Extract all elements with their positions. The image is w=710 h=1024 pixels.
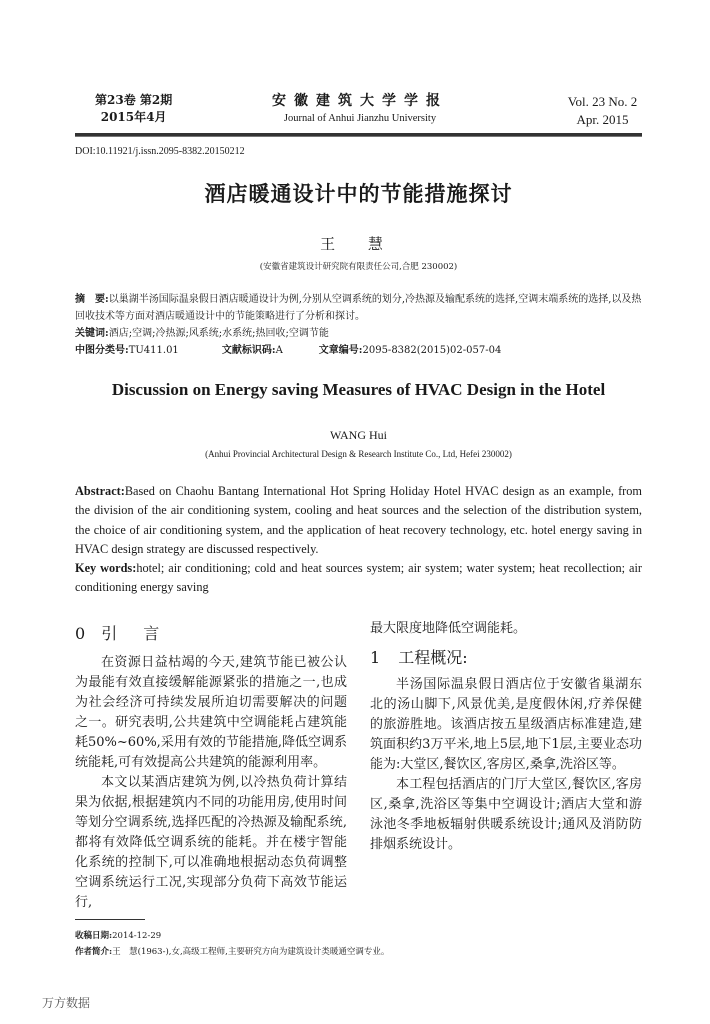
paper-title-zh: 酒店暖通设计中的节能措施探讨: [204, 181, 513, 206]
keywords-label: 关键词:: [75, 328, 109, 339]
issue-info-zh: [95, 92, 172, 126]
header-rule: [75, 133, 642, 137]
section-1-heading: [370, 647, 642, 669]
article-no: 2095-8382(2015)02-057-04: [362, 345, 502, 356]
received-date: 2014-12-29: [112, 931, 162, 941]
article-no-label: 文章编号:: [318, 345, 363, 356]
issue-info-en: [560, 93, 645, 129]
paragraph: 本工程包括酒店的门厅大堂区,餐饮区,客房区,桑拿,洗浴区等集中空调设计;酒店大堂和游泳池冬季地板辐射供暖系统设计;通风及消防防排烟系统设计。: [370, 777, 642, 852]
abstract-en-text: Based on Chaohu Bantang International Hot Spring Holiday Hotel HVAC design as an example, from the division of the air conditioning system, cooling and heat sources and the selection of the distribution system, the choice of air conditioning system, and the application of heat recovery technology, etc. hotel energy saving in HVAC design strategy are discussed respectively.: [75, 484, 642, 556]
keywords: 酒店;空调;冷热源;风系统;水系统;热回收;空调节能: [108, 328, 329, 339]
abstract-zh: [75, 291, 642, 359]
received-label: 收稿日期:: [75, 931, 113, 941]
author-zh: 王 慧: [320, 235, 397, 253]
abstract-text: 以巢湖半汤国际温泉假日酒店暖通设计为例,分别从空调系统的划分,冷热源及输配系统的选择,空调末端系统的选择,以及热回收技术等方面对酒店暖通设计中的节能策略进行了分析和探讨。: [75, 294, 642, 322]
clc-label: 中图分类号:: [75, 345, 129, 356]
author-en: WANG Hui: [330, 428, 387, 442]
author-bio: 王 慧(1963-),女,高级工程师,主要研究方向为建筑设计类暖通空调专业。: [112, 947, 390, 957]
keywords-en: hotel; air conditioning; cold and heat sources system; air system; water system; heat recollection; air conditioning energy saving: [75, 561, 642, 595]
paragraph-continued: 最大限度地降低空调能耗。: [370, 621, 527, 636]
journal-name: [230, 90, 490, 124]
issue-number-zh: 第23卷 第2期: [95, 93, 173, 107]
keywords-en-label: Key words:: [75, 561, 137, 576]
clc: TU411.01: [128, 345, 179, 356]
left-column: [75, 619, 347, 913]
bio-label: 作者简介:: [75, 947, 113, 957]
volume-en: Vol. 23 No. 2: [567, 94, 638, 109]
abstract-en: [75, 482, 642, 598]
section-number: 1: [370, 648, 381, 667]
section-number: 0: [75, 624, 88, 643]
paper-title-en: Discussion on Energy saving Measures of HVAC Design in the Hotel: [111, 380, 606, 399]
doi: DOI:10.11921/j.issn.2095-8382.20150212: [75, 146, 245, 157]
journal-name-zh: 安徽建筑大学学报: [272, 93, 448, 109]
footnotes: [75, 928, 642, 960]
doc-code: A: [275, 345, 283, 356]
issue-date-zh: 2015年4月: [100, 110, 167, 124]
affiliation-zh: (安徽省建筑设计研究院有限责任公司,合肥 230002): [259, 262, 458, 272]
watermark: 万方数据: [42, 996, 91, 1010]
body: [75, 619, 642, 960]
affiliation-en: (Anhui Provincial Architectural Design & Research Institute Co., Ltd, Hefei 230002): [205, 449, 512, 459]
right-column: [370, 619, 642, 855]
date-en: Apr. 2015: [576, 112, 629, 127]
section-title: 引言: [101, 624, 186, 643]
section-title: 工程概况:: [398, 648, 468, 667]
abstract-label: 摘 要:: [75, 294, 109, 305]
section-0-heading: [75, 623, 347, 645]
footnote-rule: [75, 919, 145, 920]
two-columns: [75, 619, 642, 913]
doc-code-label: 文献标识码:: [221, 345, 276, 356]
paragraph: 本文以某酒店建筑为例,以冷热负荷计算结果为依据,根据建筑内不同的功能用房,使用时间等划分空调系统,选择匹配的冷热源及输配系统,都将有效降低空调系统的能耗。并在楼宇智能化系统的控制下,可以准确地根据动态负荷调整空调系统运行工况,实现部分负荷下高效节能运行,: [75, 775, 347, 910]
paragraph: 半汤国际温泉假日酒店位于安徽省巢湖东北的汤山脚下,风景优美,是度假休闲,疗养保健的旅游胜地。该酒店按五星级酒店标准建造,建筑面积约3万平米,地上5层,地下1层,主要业态功能为:大堂区,餐饮区,客房区,桑拿,洗浴区等。: [370, 677, 642, 772]
paragraph: 在资源日益枯竭的今天,建筑节能已被公认为最能有效直接缓解能源紧张的措施之一,也成为社会经济可持续发展所迫切需要解决的问题之一。研究表明,公共建筑中空调能耗占建筑能耗50%~60%,采用有效的节能措施,降低空调系统能耗,可有效提高公共建筑的能源利用率。: [75, 655, 347, 770]
abstract-en-label: Abstract:: [75, 484, 125, 498]
journal-name-en: Journal of Anhui Jianzhu University: [283, 113, 437, 124]
